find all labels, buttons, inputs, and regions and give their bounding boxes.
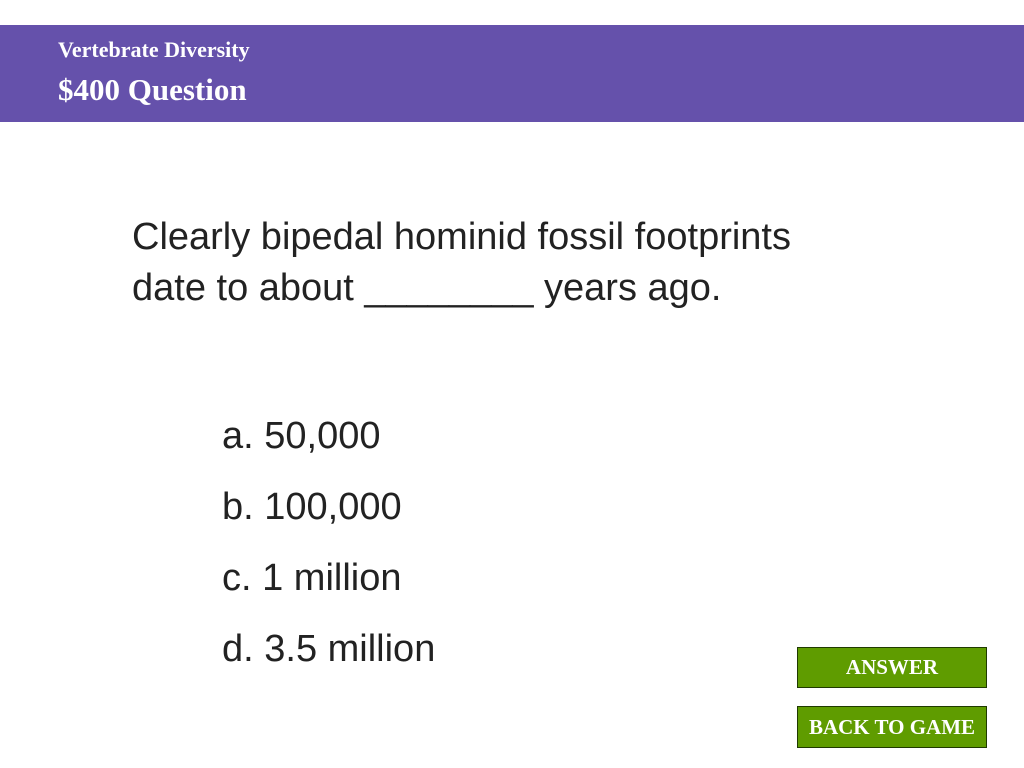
choice-a: a. 50,000 — [222, 415, 381, 457]
answer-choices-list — [222, 401, 435, 685]
question-value-title: $400 Question — [58, 72, 247, 107]
question-text — [132, 212, 932, 314]
answer-button[interactable]: ANSWER — [797, 647, 987, 688]
choice-c: c. 1 million — [222, 557, 402, 599]
question-line-2: date to about ________ years ago. — [132, 267, 722, 309]
question-line-1: Clearly bipedal hominid fossil footprints — [132, 216, 791, 258]
header-banner — [0, 25, 1024, 122]
back-to-game-button[interactable]: BACK TO GAME — [797, 706, 987, 748]
choice-d: d. 3.5 million — [222, 628, 436, 670]
choice-b: b. 100,000 — [222, 486, 402, 528]
category-title: Vertebrate Diversity — [58, 37, 250, 62]
